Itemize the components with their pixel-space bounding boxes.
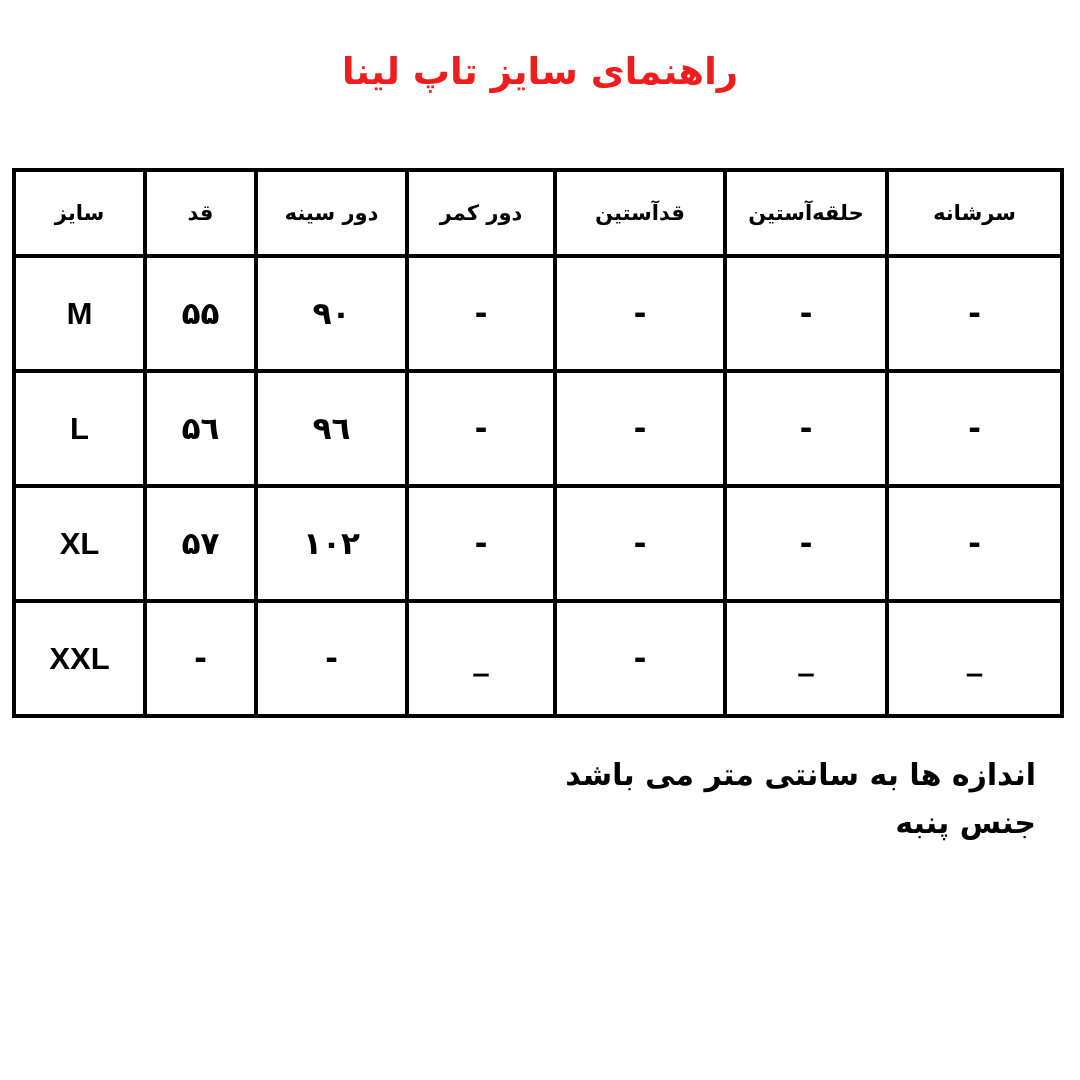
table-row (14, 256, 1062, 371)
note-units: اندازه ها به سانتی متر می باشد (565, 758, 1036, 793)
column-header-waist: دور کمر (407, 170, 555, 256)
table-body (14, 256, 1062, 716)
cell-shoulder: - (887, 256, 1062, 371)
cell-length: ۵٦ (145, 371, 256, 486)
column-header-length: قد (145, 170, 256, 256)
cell-waist: - (407, 256, 555, 371)
cell-length: - (145, 601, 256, 716)
cell-shoulder: _ (887, 601, 1062, 716)
size-table (12, 168, 1064, 718)
cell-size: XL (14, 486, 145, 601)
note-material: جنس پنبه (895, 806, 1036, 841)
table-header (14, 170, 1062, 256)
table-row (14, 371, 1062, 486)
cell-shoulder: - (887, 486, 1062, 601)
cell-waist: _ (407, 601, 555, 716)
notes (0, 752, 1036, 848)
cell-chest: ۹۰ (256, 256, 407, 371)
cell-armhole: - (725, 371, 887, 486)
cell-length: ۵٧ (145, 486, 256, 601)
column-header-shoulder: سرشانه (887, 170, 1062, 256)
cell-sleeve-length: - (555, 256, 725, 371)
cell-length: ۵۵ (145, 256, 256, 371)
size-table-container (16, 168, 1064, 718)
cell-chest: - (256, 601, 407, 716)
page-title: راهنمای سایز تاپ لینا (341, 50, 739, 93)
cell-size: XXL (14, 601, 145, 716)
cell-chest: ۹٦ (256, 371, 407, 486)
cell-armhole: - (725, 486, 887, 601)
cell-sleeve-length: - (555, 486, 725, 601)
column-header-chest: دور سینه (256, 170, 407, 256)
cell-size: M (14, 256, 145, 371)
table-row (14, 486, 1062, 601)
cell-waist: - (407, 371, 555, 486)
table-header-row (14, 170, 1062, 256)
column-header-armhole: حلقه‌آستین (725, 170, 887, 256)
cell-sleeve-length: - (555, 371, 725, 486)
cell-sleeve-length: - (555, 601, 725, 716)
cell-waist: - (407, 486, 555, 601)
cell-armhole: - (725, 256, 887, 371)
column-header-sleeve-length: قدآستین (555, 170, 725, 256)
cell-chest: ۱۰۲ (256, 486, 407, 601)
column-header-size: سایز (14, 170, 145, 256)
cell-armhole: _ (725, 601, 887, 716)
cell-size: L (14, 371, 145, 486)
table-row (14, 601, 1062, 716)
cell-shoulder: - (887, 371, 1062, 486)
